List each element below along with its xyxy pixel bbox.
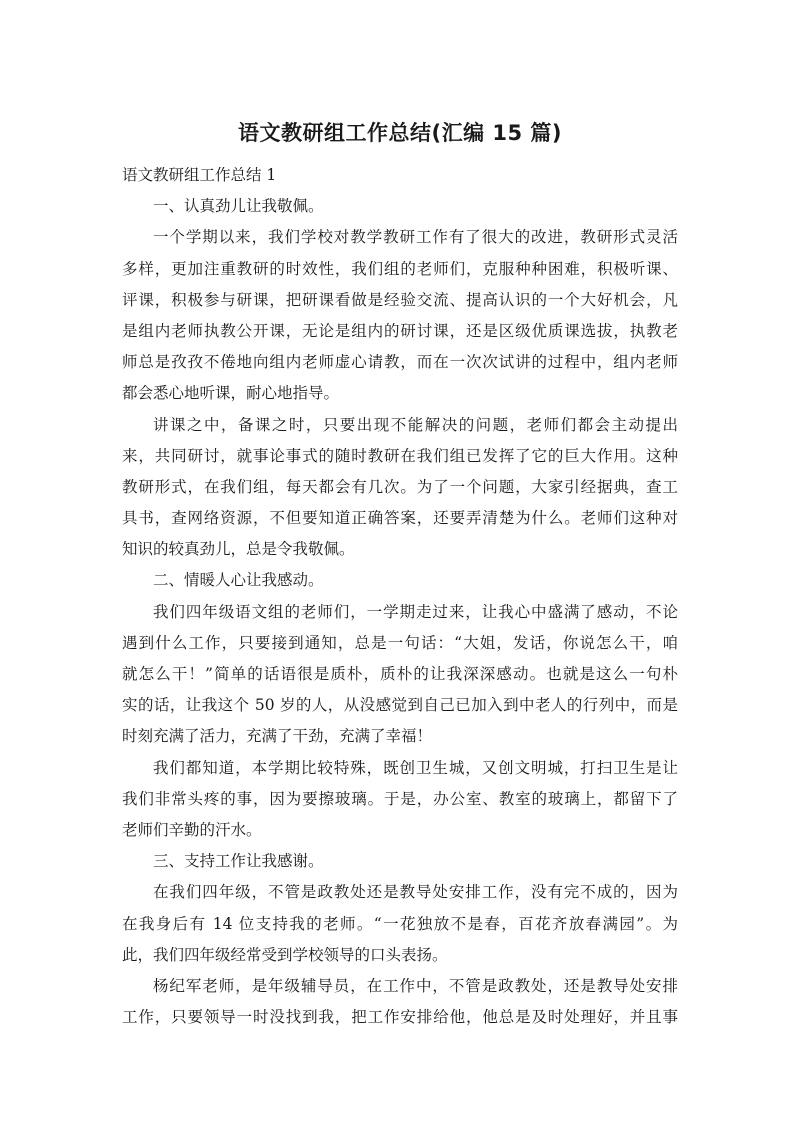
paragraph-line: 时刻充满了活力，充满了干劲，充满了幸福！ [122,727,433,746]
section-heading: 一、认真劲儿让我敬佩。 [153,197,324,216]
paragraph-line: 讲课之中，备课之时，只要出现不能解决的问题，老师们都会主动提出 [153,415,678,434]
paragraph-line: 是组内老师执教公开课，无论是组内的研讨课，还是区级优质课选拔，执教老 [122,321,678,340]
section-heading: 三、支持工作让我感谢。 [153,852,324,871]
paragraph-line: 一个学期以来，我们学校对教学教研工作有了很大的改进，教研形式灵活 [153,228,678,247]
paragraph-line: 我们非常头疼的事，因为要擦玻璃。于是，办公室、教室的玻璃上，都留下了 [122,789,678,808]
paragraph-line: 在我身后有 14 位支持我的老师。“一花独放不是春，百花齐放春满园”。为 [122,914,678,933]
paragraph-line: 工作，只要领导一时没找到我，把工作安排给他，他总是及时处理好，并且事 [122,1008,678,1027]
paragraph-line: 我们四年级语文组的老师们，一学期走过来，让我心中盛满了感动，不论 [153,602,678,621]
paragraph-line: 此，我们四年级经常受到学校领导的口头表扬。 [122,945,448,964]
paragraph-line: 师总是孜孜不倦地向组内老师虚心请教，而在一次次试讲的过程中，组内老师 [122,353,678,372]
section-heading: 二、情暖人心让我感动。 [153,571,324,590]
paragraph-line: 就怎么干！”简单的话语很是质朴，质朴的让我深深感动。也就是这么一句朴 [122,665,678,683]
paragraph-line: 教研形式，在我们组，每天都会有几次。为了一个问题，大家引经据典，查工 [122,477,678,496]
paragraph-line: 评课，积极参与研课，把研课看做是经验交流、提高认识的一个大好机会，凡 [122,290,678,309]
section-subtitle: 语文教研组工作总结 1 [122,166,277,184]
paragraph-line: 杨纪军老师，是年级辅导员，在工作中，不管是政教处，还是教导处安排 [153,976,678,995]
paragraph-line: 实的话，让我这个 50 岁的人，从没感觉到自己已加入到中老人的行列中，而是 [122,696,678,715]
paragraph-line: 具书，查网络资源，不但要知道正确答案，还要弄清楚为什么。老师们这种对 [122,509,678,528]
paragraph-line: 在我们四年级，不管是政教处还是教导处安排工作，没有完不成的，因为 [153,883,678,902]
paragraph-line: 老师们辛勤的汗水。 [122,820,262,839]
paragraph-line: 我们都知道，本学期比较特殊，既创卫生城，又创文明城，打扫卫生是让 [153,758,678,777]
paragraph-line: 知识的较真劲儿，总是令我敬佩。 [122,540,355,559]
paragraph-line: 多样，更加注重教研的时效性，我们组的老师们，克服种种困难，积极听课、 [122,259,678,278]
paragraph-line: 来，共同研讨，就事论事式的随时教研在我们组已发挥了它的巨大作用。这种 [122,446,678,465]
document-title: 语文教研组工作总结(汇编 15 篇) [237,121,563,145]
paragraph-line: 遇到什么工作，只要接到通知，总是一句话：“大姐，发话，你说怎么干，咱 [122,633,678,652]
document-body [122,160,678,1033]
paragraph-line: 都会悉心地听课，耐心地指导。 [122,384,340,403]
